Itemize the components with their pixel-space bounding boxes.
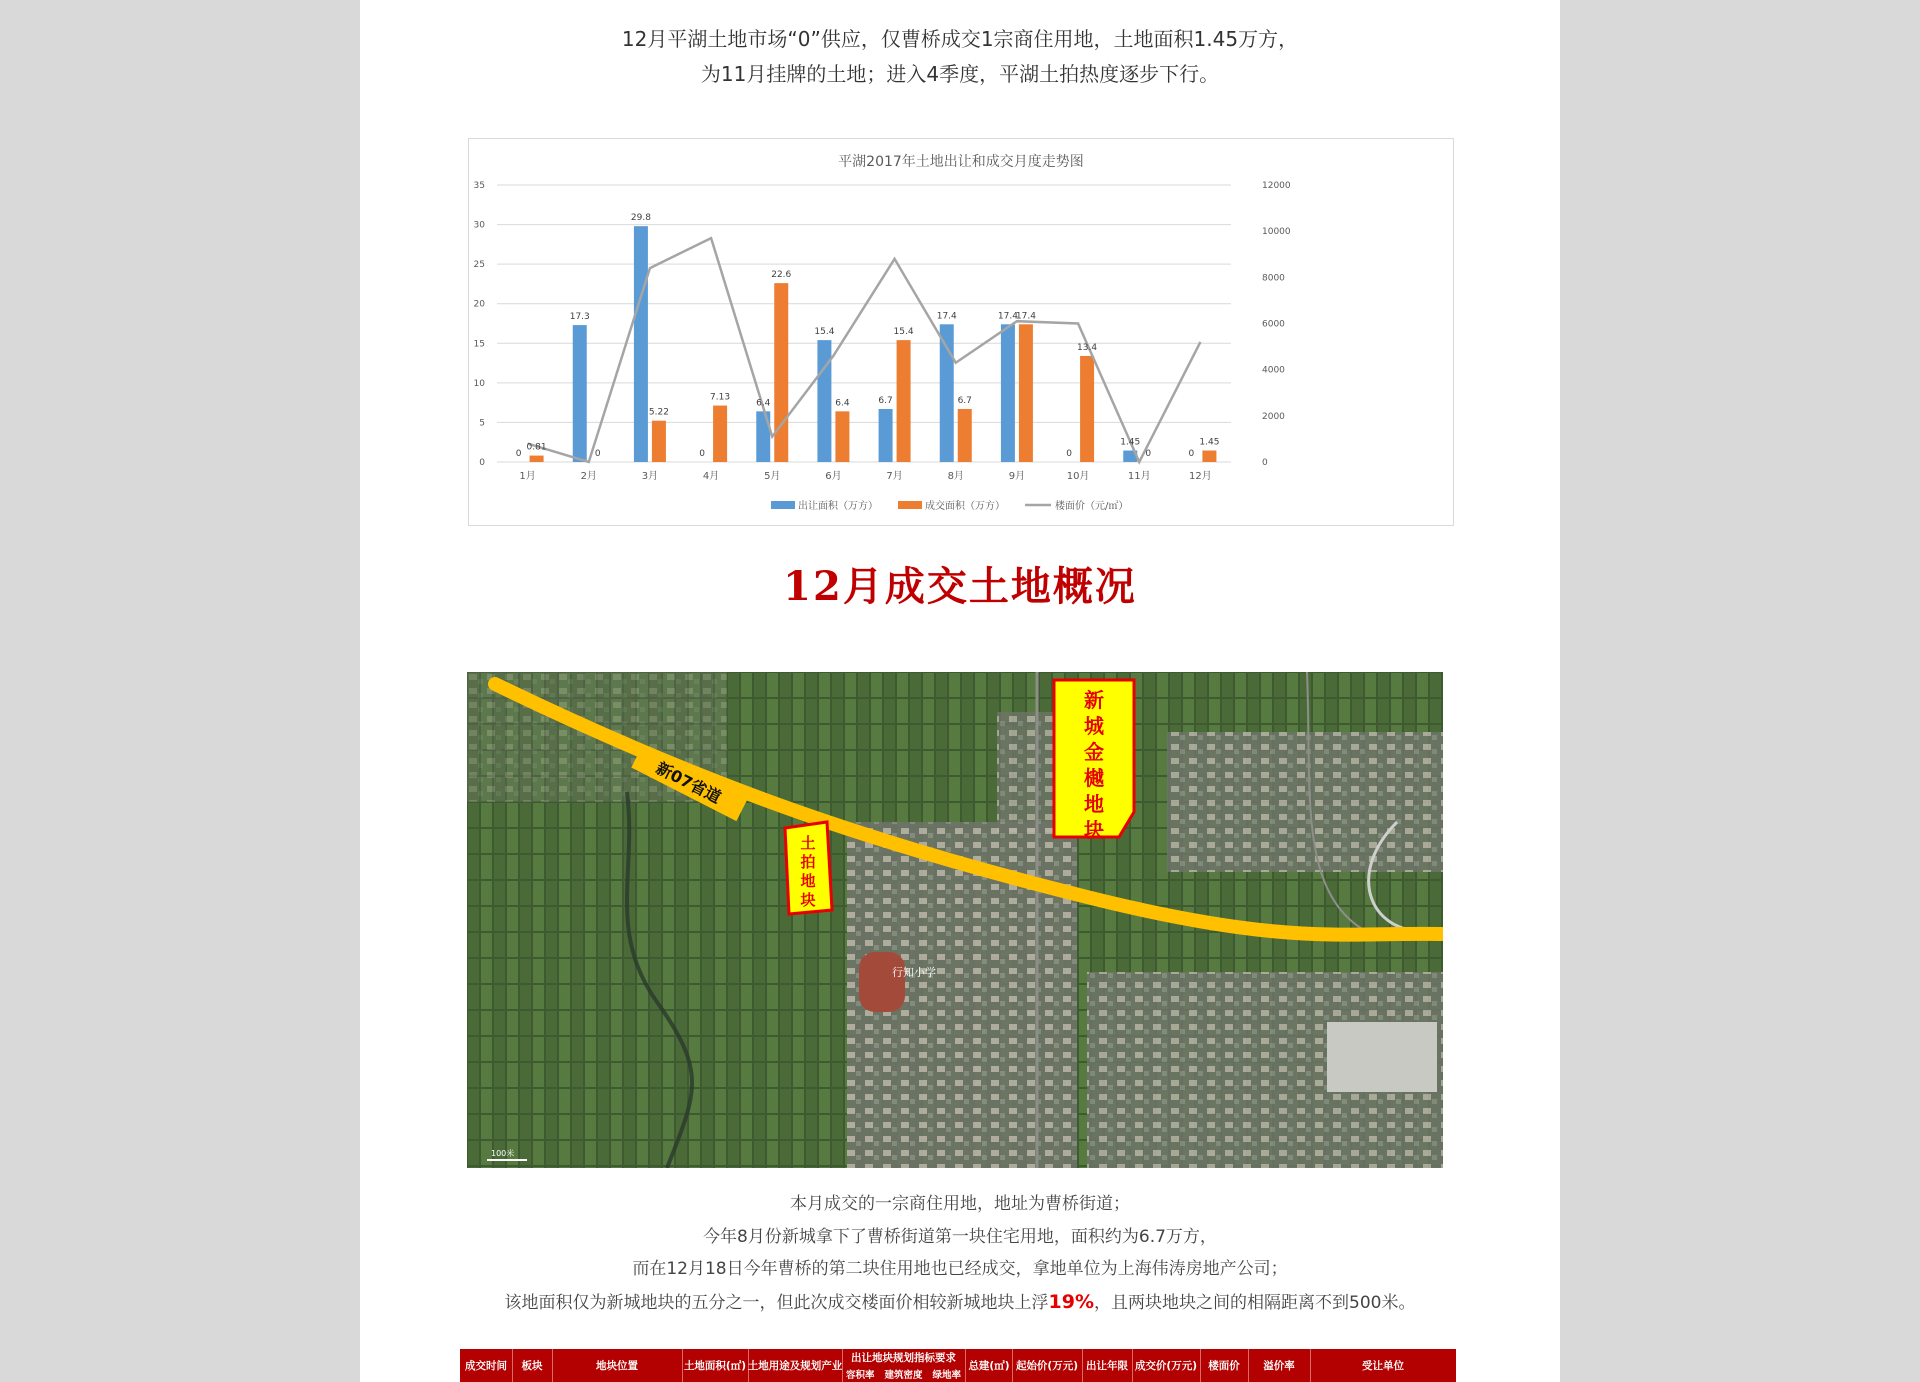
- y-tick-label: 20: [473, 299, 485, 310]
- data-label: 0.81: [526, 442, 547, 453]
- chart-svg: [469, 139, 1453, 525]
- intro-line-2: 为11月挂牌的土地；进入4季度，平湖土拍热度逐步下行。: [700, 62, 1220, 86]
- data-label: 6.7: [957, 395, 972, 406]
- desc-line-1: 本月成交的一宗商住用地，地址为曹桥街道；: [790, 1194, 1130, 1214]
- intro-line-1: 12月平湖土地市场“0”供应，仅曹桥成交1宗商住用地，土地面积1.45万方，: [621, 27, 1299, 51]
- x-tick-label: 2月: [580, 471, 597, 482]
- x-tick-label: 1月: [519, 471, 536, 482]
- th-plan-indicators-label: 出让地块规划指标要求: [851, 1352, 956, 1364]
- data-label: 0: [1066, 449, 1072, 459]
- data-label: 1.45: [1120, 437, 1141, 448]
- legend-label: 出让面积（万方）: [798, 501, 878, 512]
- land-trend-chart: [468, 138, 1454, 526]
- svg-text:新城金樾地块: 新城金樾地块: [1084, 688, 1104, 842]
- data-label: 7.13: [710, 392, 731, 403]
- th-start-price: 起始价(万元): [1012, 1349, 1083, 1382]
- data-label: 1.45: [1199, 437, 1220, 448]
- bar: [897, 340, 911, 462]
- th-term: 出让年限: [1082, 1349, 1133, 1382]
- th-green-rate: 绿地率: [932, 1370, 962, 1381]
- legend-label: 楼面价（元/㎡）: [1055, 501, 1129, 512]
- land-deal-table-header: [460, 1349, 1456, 1382]
- th-plan-indicators: [842, 1349, 966, 1382]
- svg-text:土拍地块: 土拍地块: [800, 834, 816, 909]
- section-title: 12月成交土地概况: [783, 563, 1137, 610]
- map-svg: [467, 672, 1443, 1168]
- y-tick-label: 30: [473, 220, 485, 231]
- th-block: 板块: [512, 1349, 553, 1382]
- x-tick-label: 10月: [1066, 471, 1090, 482]
- data-label: 13.4: [1077, 342, 1098, 353]
- th-deal-price: 成交价(万元): [1132, 1349, 1201, 1382]
- x-tick-label: 4月: [702, 471, 720, 482]
- x-tick-label: 7月: [886, 471, 903, 482]
- th-far: 容积率: [845, 1370, 875, 1381]
- school-label: 行知小学: [892, 966, 936, 979]
- data-label: 5.22: [648, 407, 669, 418]
- th-plan-sub-headers: [846, 1367, 961, 1381]
- th-floor-price: 楼面价: [1200, 1349, 1249, 1382]
- y-tick-label: 0: [479, 458, 485, 468]
- bar: [713, 406, 727, 462]
- bar: [756, 411, 770, 462]
- y-tick-label: 15: [473, 339, 485, 350]
- data-label: 0: [1188, 449, 1195, 459]
- bar: [1202, 451, 1216, 462]
- desc-line-4-pre: 该地面积仅为新城地块的五分之一，但此次成交楼面价相较新城地块上浮: [504, 1292, 1049, 1313]
- y2-tick-label: 4000: [1262, 365, 1285, 376]
- x-tick-label: 12月: [1189, 471, 1212, 482]
- satellite-map[interactable]: [467, 672, 1443, 1168]
- th-deal-time: 成交时间: [460, 1349, 513, 1382]
- new-city-plot-marker[interactable]: [1054, 680, 1134, 842]
- y-tick-label: 5: [479, 418, 485, 429]
- data-label: 17.4: [997, 311, 1018, 322]
- scale-label: 100米: [491, 1149, 515, 1158]
- bar: [1080, 356, 1094, 462]
- th-land-area: 土地面积(㎡): [682, 1349, 749, 1382]
- th-density: 建筑密度: [884, 1370, 923, 1381]
- y2-tick-label: 10000: [1262, 227, 1291, 238]
- data-label: 17.4: [1015, 311, 1036, 322]
- y2-tick-label: 12000: [1262, 181, 1291, 191]
- data-label: 15.4: [814, 327, 835, 338]
- data-label: 0: [699, 449, 705, 459]
- x-tick-label: 5月: [764, 471, 781, 482]
- y-tick-label: 25: [473, 260, 485, 271]
- svg-text:新07省道: 新07省道: [652, 758, 725, 808]
- legend-swatch: [771, 501, 795, 509]
- premium-rate-highlight: 19%: [1048, 1290, 1095, 1313]
- bar: [774, 283, 788, 462]
- y-tick-label: 35: [473, 181, 485, 191]
- bar: [634, 226, 648, 462]
- th-total-build: 总建(㎡): [966, 1349, 1013, 1382]
- x-tick-label: 3月: [641, 471, 659, 482]
- y2-tick-label: 0: [1262, 458, 1268, 468]
- data-label: 17.4: [936, 311, 957, 322]
- x-tick-label: 9月: [1008, 471, 1026, 482]
- x-tick-label: 8月: [947, 471, 964, 482]
- data-label: 0: [1145, 449, 1152, 459]
- data-label: 6.4: [756, 398, 771, 409]
- desc-line-4: [360, 1286, 1560, 1320]
- bar: [835, 411, 849, 462]
- y2-tick-label: 8000: [1262, 273, 1285, 284]
- data-label: 22.6: [771, 270, 792, 281]
- th-buyer: 受让单位: [1362, 1360, 1404, 1372]
- data-label: 0: [594, 449, 601, 459]
- data-label: 0: [515, 449, 522, 459]
- data-label: 6.7: [878, 395, 893, 406]
- bar: [573, 325, 587, 462]
- data-label: 6.4: [835, 398, 850, 409]
- price-line: [528, 238, 1201, 462]
- y2-tick-label: 2000: [1262, 411, 1285, 422]
- th-premium: 溢价率: [1248, 1349, 1311, 1382]
- desc-line-4-post: ，且两块地块之间的相隔距离不到500米。: [1094, 1292, 1416, 1313]
- data-label: 17.3: [569, 312, 590, 323]
- bar: [652, 421, 666, 462]
- x-tick-label: 11月: [1127, 471, 1151, 482]
- th-land-use: 土地用途及规划产业: [748, 1349, 843, 1382]
- description: [360, 1188, 1560, 1319]
- bar: [1001, 324, 1015, 462]
- legend-label: 成交面积（万方）: [925, 501, 1005, 512]
- bar: [1019, 324, 1033, 462]
- desc-line-3: 而在12月18日今年曹桥的第二块住用地也已经成交，拿地单位为上海伟涛房地产公司；: [632, 1259, 1288, 1279]
- desc-line-2: 今年8月份新城拿下了曹桥街道第一块住宅用地，面积约为6.7万方，: [703, 1226, 1217, 1247]
- x-tick-label: 6月: [825, 471, 842, 482]
- y-tick-label: 10: [473, 378, 485, 389]
- bar: [958, 409, 972, 462]
- data-label: 29.8: [630, 213, 651, 224]
- bar: [879, 409, 893, 462]
- bar: [817, 340, 831, 462]
- article-page: [360, 0, 1560, 1382]
- th-location: 地块位置: [552, 1349, 683, 1382]
- data-label: 15.4: [893, 327, 914, 338]
- bar: [940, 324, 954, 462]
- chart-title: 平湖2017年土地出让和成交月度走势图: [838, 154, 1084, 170]
- y2-tick-label: 6000: [1262, 319, 1285, 330]
- auction-plot-marker[interactable]: [785, 822, 832, 914]
- bar: [530, 456, 544, 462]
- legend-swatch: [898, 501, 922, 509]
